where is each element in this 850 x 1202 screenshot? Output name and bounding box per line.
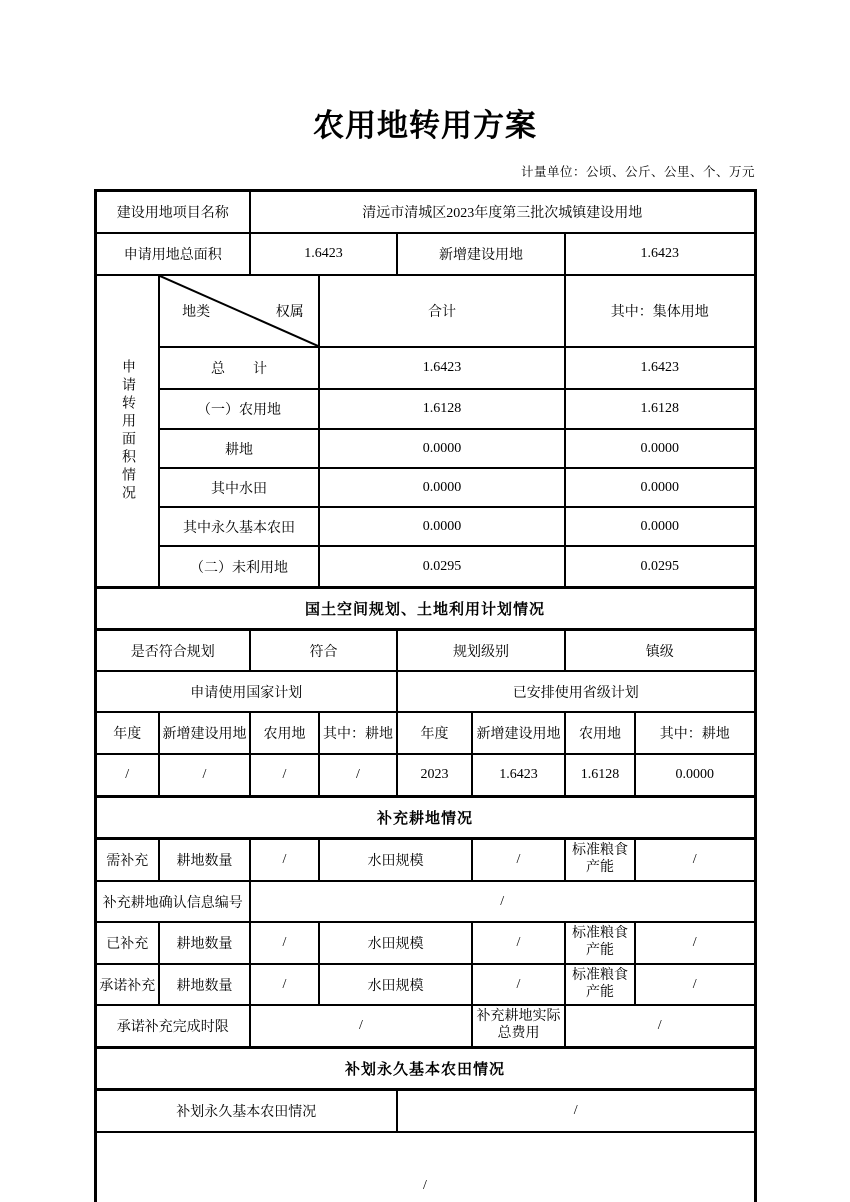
farmland-section-title: 补划永久基本农田情况: [95, 1048, 755, 1090]
plan-col-newland: 新增建设用地: [472, 712, 565, 754]
conversion-side-label-cell: [95, 275, 159, 588]
project-name-value: 清远市清城区2023年度第三批次城镇建设用地: [250, 191, 755, 234]
plan-col-agri: 农用地: [250, 712, 319, 754]
new-land-value: 1.6423: [565, 233, 755, 275]
row-remark: [95, 1132, 755, 1202]
row-project-name: [95, 191, 755, 234]
new-land-label: 新增建设用地: [397, 233, 565, 275]
cultivated-qty-label: 耕地数量: [159, 839, 250, 882]
column-header-collective: 其中：集体用地: [565, 275, 755, 347]
grain-capacity-value: /: [635, 922, 755, 964]
confirm-id-value: /: [250, 881, 755, 922]
farmland-value: /: [397, 1090, 755, 1133]
cultivated-qty-label: 耕地数量: [159, 964, 250, 1005]
grain-capacity-label: 标准粮食产能: [565, 839, 635, 882]
diagonal-label-landtype: 地类: [182, 305, 211, 320]
actual-cost-label: 补充耕地实际总费用: [472, 1005, 565, 1048]
conversion-row-collective: 1.6128: [565, 389, 755, 429]
row-conversion-paddy: [95, 468, 755, 507]
conversion-side-label: 申请转用面积情况: [119, 359, 135, 503]
conversion-row-label: 其中水田: [159, 468, 319, 507]
row-supplement-promised: [95, 964, 755, 1005]
paddy-scale-value: /: [472, 839, 565, 882]
conversion-row-total: 0.0295: [319, 546, 565, 588]
national-plan-agri: /: [250, 754, 319, 797]
grain-capacity-value: /: [635, 839, 755, 882]
conversion-row-total: 1.6128: [319, 389, 565, 429]
conversion-row-total: 0.0000: [319, 429, 565, 468]
conversion-row-label: （二）未利用地: [159, 546, 319, 588]
row-planning-compliance: [95, 630, 755, 672]
plan-col-cultivated: 其中：耕地: [319, 712, 397, 754]
conversion-row-collective: 0.0000: [565, 468, 755, 507]
supplement-category: 需补充: [95, 839, 159, 882]
planning-section-title: 国土空间规划、土地利用计划情况: [95, 588, 755, 630]
provincial-plan-year: 2023: [397, 754, 472, 797]
row-supplement-needed: [95, 839, 755, 882]
plan-col-newland: 新增建设用地: [159, 712, 250, 754]
diagonal-header-cell: [159, 275, 319, 347]
row-conversion-unused: [95, 546, 755, 588]
provincial-plan-newland: 1.6423: [472, 754, 565, 797]
national-plan-year: /: [95, 754, 159, 797]
planning-level-value: 镇级: [565, 630, 755, 672]
conversion-row-label: 总 计: [159, 347, 319, 389]
grain-capacity-value: /: [635, 964, 755, 1005]
plan-col-agri: 农用地: [565, 712, 635, 754]
row-plan-values: [95, 754, 755, 797]
paddy-scale-label: 水田规模: [319, 964, 472, 1005]
cultivated-qty-value: /: [250, 964, 319, 1005]
grain-capacity-label: 标准粮食产能: [565, 964, 635, 1005]
diagonal-label-ownership: 权属: [275, 305, 304, 320]
cultivated-qty-value: /: [250, 839, 319, 882]
row-plan-group-headers: [95, 671, 755, 712]
supplement-category: 已补充: [95, 922, 159, 964]
national-plan-label: 申请使用国家计划: [95, 671, 397, 712]
paddy-scale-label: 水田规模: [319, 922, 472, 964]
paddy-scale-label: 水田规模: [319, 839, 472, 882]
row-supplement-confirm-id: [95, 881, 755, 922]
supplement-category: 承诺补充: [95, 964, 159, 1005]
conversion-row-label: （一）农用地: [159, 389, 319, 429]
national-plan-newland: /: [159, 754, 250, 797]
column-header-total: 合计: [319, 275, 565, 347]
row-conversion-grandtotal: [95, 347, 755, 389]
confirm-id-label: 补充耕地确认信息编号: [95, 881, 250, 922]
cultivated-qty-value: /: [250, 922, 319, 964]
plan-col-year: 年度: [95, 712, 159, 754]
conversion-row-collective: 1.6423: [565, 347, 755, 389]
document-title: 农用地转用方案: [313, 108, 537, 143]
provincial-plan-agri: 1.6128: [565, 754, 635, 797]
provincial-plan-cultivated: 0.0000: [635, 754, 755, 797]
conversion-row-total: 0.0000: [319, 507, 565, 546]
paddy-scale-value: /: [472, 964, 565, 1005]
conversion-row-collective: 0.0295: [565, 546, 755, 588]
row-farmland-detail: [95, 1090, 755, 1133]
remark-cell: /: [95, 1132, 755, 1202]
planning-level-label: 规划级别: [397, 630, 565, 672]
row-total-area: [95, 233, 755, 275]
conversion-row-label: 其中永久基本农田: [159, 507, 319, 546]
deadline-label: 承诺补充完成时限: [95, 1005, 250, 1048]
land-conversion-table: [94, 189, 757, 1202]
plan-col-year: 年度: [397, 712, 472, 754]
row-conversion-agricultural: [95, 389, 755, 429]
compliance-value: 符合: [250, 630, 397, 672]
conversion-row-label: 耕地: [159, 429, 319, 468]
actual-cost-value: /: [565, 1005, 755, 1048]
paddy-scale-value: /: [472, 922, 565, 964]
row-matrix-header: [95, 275, 755, 347]
total-area-value: 1.6423: [250, 233, 397, 275]
cultivated-qty-label: 耕地数量: [159, 922, 250, 964]
unit-note: 计量单位：公顷、公斤、公里、个、万元: [520, 165, 755, 179]
row-farmland-section-title: [95, 1048, 755, 1090]
conversion-row-total: 0.0000: [319, 468, 565, 507]
grain-capacity-label: 标准粮食产能: [565, 922, 635, 964]
deadline-value: /: [250, 1005, 472, 1048]
conversion-row-collective: 0.0000: [565, 429, 755, 468]
row-conversion-cultivated: [95, 429, 755, 468]
compliance-label: 是否符合规划: [95, 630, 250, 672]
plan-col-cultivated: 其中：耕地: [635, 712, 755, 754]
conversion-row-collective: 0.0000: [565, 507, 755, 546]
row-supplement-deadline: [95, 1005, 755, 1048]
row-supplement-done: [95, 922, 755, 964]
total-area-label: 申请用地总面积: [95, 233, 250, 275]
project-name-label: 建设用地项目名称: [95, 191, 250, 234]
national-plan-cultivated: /: [319, 754, 397, 797]
row-plan-column-headers: [95, 712, 755, 754]
farmland-label: 补划永久基本农田情况: [95, 1090, 397, 1133]
supplement-section-title: 补充耕地情况: [95, 797, 755, 839]
conversion-row-total: 1.6423: [319, 347, 565, 389]
row-planning-section-title: [95, 588, 755, 630]
row-supplement-section-title: [95, 797, 755, 839]
row-conversion-basic-farmland: [95, 507, 755, 546]
provincial-plan-label: 已安排使用省级计划: [397, 671, 755, 712]
